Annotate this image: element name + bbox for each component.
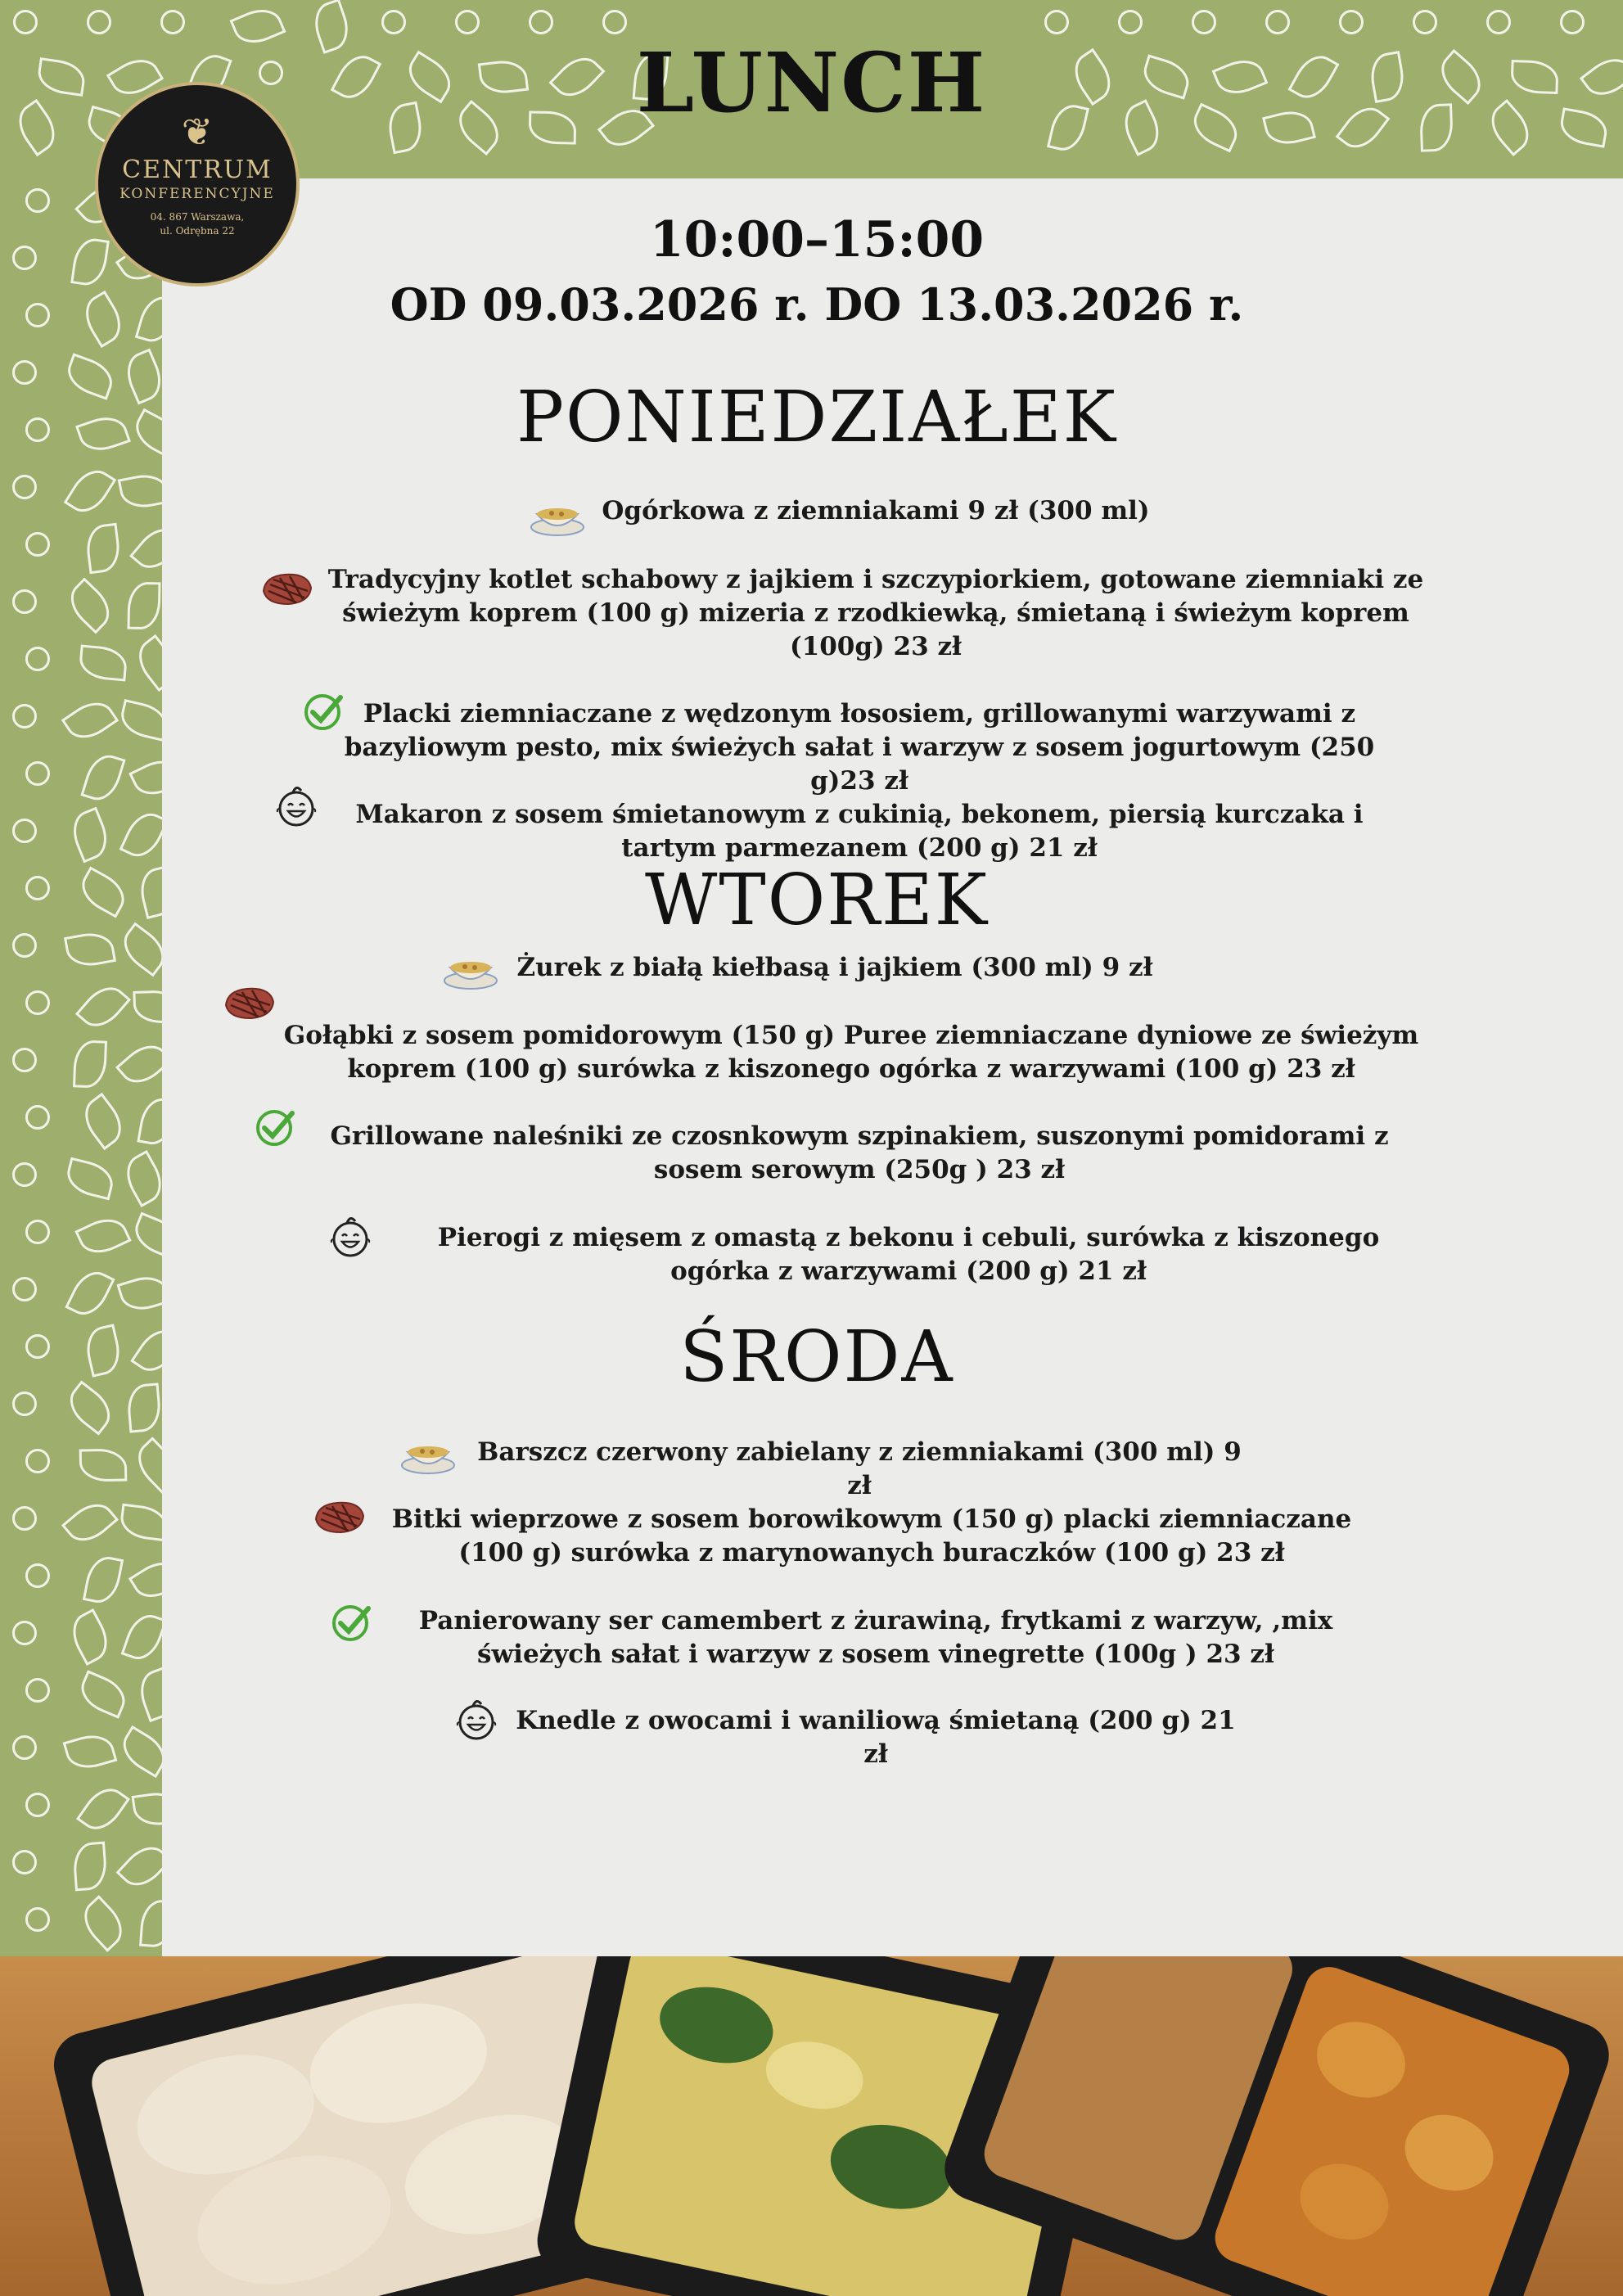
leaf-icon [76, 1780, 130, 1838]
steak-icon [311, 1495, 368, 1539]
cucumber-slice-icon [12, 475, 37, 499]
menu-item: Tradycyjny kotlet schabowy z jajkiem i szczypiorkiem, gotowane ziemniaki ze świeżym koprem (100 g) mizeria z rzodkiewką, śmietaną i świeżym koprem (100g) 23 zł [327, 565, 1424, 661]
cucumber-slice-icon [25, 1334, 50, 1359]
cucumber-slice-icon [25, 761, 50, 786]
menu-item: Grillowane naleśniki ze czosnkowym szpinakiem, suszonymi pomidorami z sosem serowym (250g ) 23 zł [330, 1121, 1389, 1184]
cucumber-slice-icon [602, 10, 627, 34]
logo-address: 04. 867 Warszawa, ul. Odrębna 22 [150, 211, 245, 237]
cucumber-slice-icon [12, 1162, 37, 1187]
cucumber-slice-icon [12, 589, 37, 614]
menu-item: Pierogi z mięsem z omastą z bekonu i cebuli, surówka z kiszonego ogórka z warzywami (200 g) 21 zł [437, 1223, 1380, 1286]
leaf-icon [83, 523, 122, 574]
cucumber-slice-icon [529, 10, 553, 34]
cucumber-slice-icon [1265, 10, 1290, 34]
leaf-icon [72, 1842, 108, 1892]
leaf-icon [74, 1895, 131, 1952]
cucumber-slice-icon [25, 417, 50, 442]
leaf-icon [125, 1383, 162, 1432]
kid-face-icon [450, 1698, 507, 1742]
cucumber-slice-icon [12, 1277, 37, 1301]
leaf-icon [82, 1554, 123, 1607]
day-heading-tuesday: WTOREK [644, 859, 990, 941]
cucumber-slice-icon [381, 10, 406, 34]
cucumber-slice-icon [13, 10, 38, 34]
page-title: LUNCH [636, 34, 987, 131]
cucumber-slice-icon [160, 10, 185, 34]
menu-item: Makaron z sosem śmietanowym z cukinią, bekonem, piersią kurczaka i tartym parmezanem (200 g) 21 zł [355, 800, 1364, 863]
steak-icon [259, 566, 316, 611]
leaf-icon [80, 750, 125, 805]
cucumber-slice-icon [25, 303, 50, 327]
leaf-icon [75, 411, 131, 458]
leaf-icon [61, 1380, 118, 1435]
cucumber-slice-icon [25, 188, 50, 213]
cucumber-slice-icon [25, 1678, 50, 1703]
cucumber-slice-icon [1118, 10, 1143, 34]
leaf-icon [79, 1448, 127, 1482]
cucumber-slice-icon [25, 1907, 50, 1932]
kid-face-icon [270, 784, 327, 828]
soup-bowl-icon [529, 494, 586, 539]
logo-name-line1: CENTRUM [122, 156, 273, 184]
cucumber-slice-icon [25, 1563, 50, 1588]
leaf-icon [63, 1157, 117, 1201]
menu-item: Panierowany ser camembert z żurawiną, frytkami z warzyw, ,mix świeżych sałat i warzyw z sosem vinegrette (100g ) 23 zł [418, 1606, 1333, 1669]
logo-name-line2: KONFERENCYJNE [119, 186, 275, 202]
leaf-icon [61, 693, 118, 747]
leaf-icon [74, 866, 132, 918]
leaf-icon [65, 807, 114, 864]
leaf-icon [82, 1324, 124, 1378]
kid-face-icon [324, 1215, 381, 1259]
menu-item: Bitki wieprzowe z sosem borowikowym (150 g) placki ziemniaczane (100 g) surówka z marynowanych buraczków (100 g) 23 zł [391, 1504, 1352, 1568]
menu-item: Ogórkowa z ziemniakami 9 zł (300 ml) [602, 496, 1150, 526]
leaf-icon [127, 582, 160, 630]
leaf-sprig-icon: ❦ [181, 110, 214, 154]
leaf-icon [74, 1670, 131, 1718]
leaf-icon [61, 353, 117, 399]
date-range: OD 09.03.2026 r. DO 13.03.2026 r. [390, 278, 1244, 331]
food-photo [0, 1956, 1623, 2296]
leaf-icon [61, 1495, 118, 1550]
cucumber-slice-icon [25, 532, 50, 557]
leaf-icon [119, 806, 169, 863]
cucumber-slice-icon [25, 1793, 50, 1817]
menu-item: Żurek z białą kiełbasą i jajkiem (300 ml) 9 zł [516, 953, 1153, 982]
leaf-icon [78, 645, 128, 682]
menu-item: Gołąbki z sosem pomidorowym (150 g) Puree ziemniaczane dyniowe ze świeżym koprem (100 g) surówka z kiszonego ogórka z warzywami (100 g) 23 zł [283, 1021, 1419, 1084]
leaf-icon [70, 236, 110, 287]
leaf-icon [119, 348, 168, 404]
soup-bowl-icon [442, 948, 499, 992]
leaf-icon [74, 1211, 131, 1261]
steak-icon [221, 981, 278, 1025]
cucumber-slice-icon [1486, 10, 1511, 34]
cucumber-slice-icon [87, 10, 111, 34]
leaf-icon [64, 929, 116, 969]
cucumber-slice-icon [12, 933, 37, 958]
leaf-icon [75, 1093, 130, 1150]
menu-item: Placki ziemniaczane z wędzonym łososiem, grillowanymi warzywami z bazyliowym pesto, mix świeżych sałat i warzyw z sosem jogurtowym (250 g)23 zł [344, 699, 1375, 796]
menu-item: Knedle z owocami i waniliową śmietaną (200 g) 21 zł [516, 1706, 1236, 1769]
leaf-icon [120, 1609, 167, 1665]
cucumber-slice-icon [1044, 10, 1069, 34]
soup-bowl-icon [399, 1432, 457, 1477]
menu-item: Barszcz czerwony zabielany z ziemniakami (300 ml) 9 zł [477, 1437, 1242, 1500]
leaf-icon [76, 291, 128, 348]
cucumber-slice-icon [12, 246, 37, 270]
cucumber-slice-icon [25, 876, 50, 900]
day-heading-wednesday: ŚRODA [679, 1316, 954, 1398]
cucumber-slice-icon [12, 704, 37, 728]
serving-hours: 10:00–15:00 [649, 211, 985, 268]
vegetarian-check-icon [250, 1105, 307, 1149]
vegetarian-check-icon [326, 1600, 383, 1644]
cucumber-slice-icon [25, 647, 50, 671]
cucumber-slice-icon [12, 1506, 37, 1531]
cucumber-slice-icon [1413, 10, 1437, 34]
cucumber-slice-icon [12, 360, 37, 385]
leaf-icon [63, 462, 116, 520]
cucumber-slice-icon [1192, 10, 1216, 34]
cucumber-slice-icon [12, 1048, 37, 1072]
cucumber-slice-icon [12, 819, 37, 843]
cucumber-slice-icon [25, 1449, 50, 1473]
cucumber-slice-icon [12, 1392, 37, 1416]
leaf-icon [61, 577, 119, 634]
leaf-icon [73, 1040, 107, 1088]
leaf-icon [62, 1730, 117, 1774]
cucumber-slice-icon [12, 1850, 37, 1874]
cucumber-slice-icon [455, 10, 480, 34]
cucumber-slice-icon [25, 1105, 50, 1130]
day-heading-monday: PONIEDZIAŁEK [516, 377, 1117, 458]
cucumber-slice-icon [1560, 10, 1585, 34]
leaf-icon [74, 978, 130, 1035]
cucumber-slice-icon [25, 990, 50, 1015]
leaf-icon [64, 1608, 115, 1666]
cucumber-slice-icon [1339, 10, 1364, 34]
cucumber-slice-icon [12, 1621, 37, 1645]
cucumber-slice-icon [12, 1735, 37, 1760]
cucumber-slice-icon [25, 1220, 50, 1244]
leaf-icon [65, 1265, 115, 1322]
